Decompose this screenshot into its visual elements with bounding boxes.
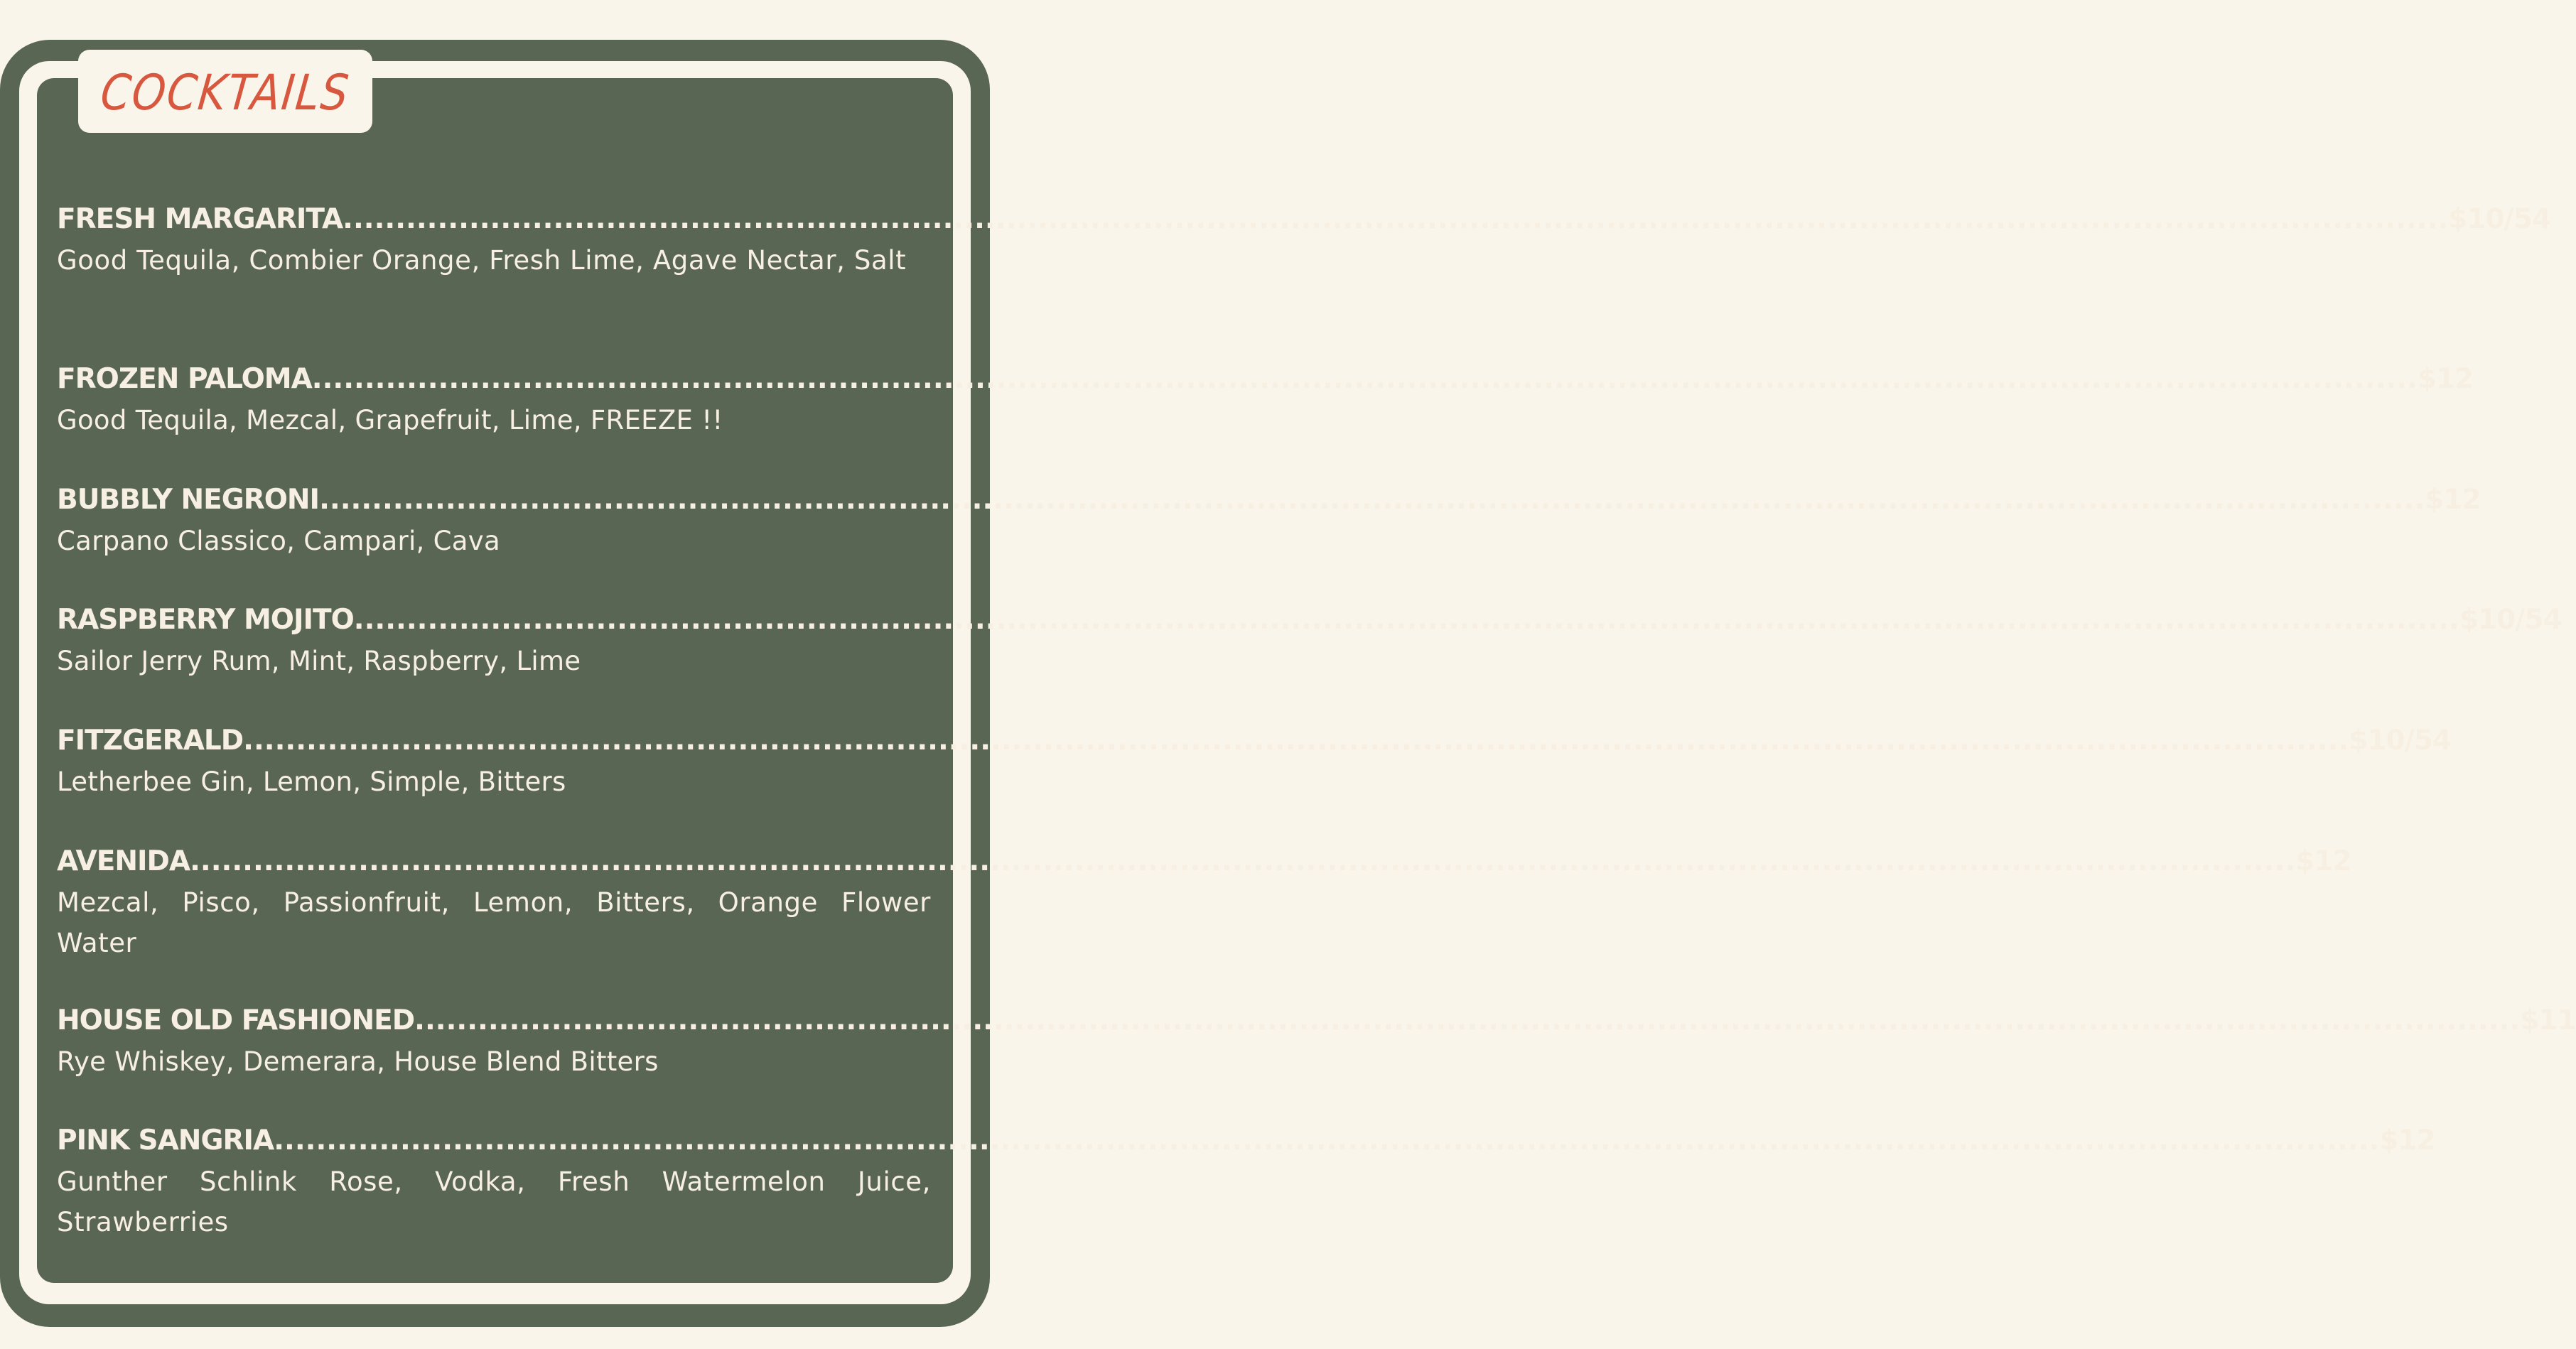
dot-leader: ........................................................................................................................................................................................................ — [274, 1125, 2380, 1156]
menu-item-bubbly-negroni — [57, 484, 2481, 561]
item-name: FRESH MARGARITA — [57, 203, 343, 235]
item-description: Good Tequila, Combier Orange, Fresh Lime, Agave Nectar, Salt — [57, 245, 907, 276]
item-name: FITZGERALD — [57, 725, 244, 757]
item-header — [57, 725, 2452, 762]
item-header — [57, 604, 2562, 641]
dot-leader: ........................................................................................................................................................................................................ — [319, 484, 2425, 516]
item-description: Sailor Jerry Rum, Mint, Raspberry, Lime — [57, 646, 581, 676]
item-description: Good Tequila, Mezcal, Grapefruit, Lime, FREEZE !! — [57, 405, 723, 435]
item-header — [57, 363, 2474, 400]
menu-item-fresh-margarita — [57, 203, 2551, 281]
item-name: HOUSE OLD FASHIONED — [57, 1004, 415, 1036]
item-price: $12 — [2425, 484, 2481, 516]
item-price: $12 — [2417, 363, 2474, 395]
dot-leader: ........................................................................................................................................................................................................ — [343, 203, 2449, 235]
menu-item-house-old-fashioned — [57, 1004, 2576, 1082]
item-name: BUBBLY NEGRONI — [57, 484, 320, 516]
item-header — [57, 203, 2551, 240]
item-header — [57, 484, 2481, 521]
menu-title: COCKTAILS — [97, 64, 353, 121]
dot-leader: ........................................................................................................................................................................................................ — [311, 363, 2418, 395]
dot-leader: ........................................................................................................................................................................................................ — [414, 1004, 2521, 1036]
item-description: Carpano Classico, Campari, Cava — [57, 526, 500, 556]
item-price: $12 — [2295, 845, 2351, 877]
item-name: PINK SANGRIA — [57, 1125, 274, 1156]
item-header — [57, 845, 2351, 882]
item-description: Gunther Schlink Rose, Vodka, Fresh Watermelon Juice, Strawberries — [57, 1166, 931, 1237]
dot-leader: ........................................................................................................................................................................................................ — [353, 604, 2459, 636]
item-price: $10/54 — [2448, 203, 2551, 235]
item-price: $10/54 — [2459, 604, 2562, 636]
title-tab — [78, 50, 372, 133]
item-price: $10/54 — [2349, 725, 2452, 757]
menu-item-avenida — [57, 845, 2351, 963]
item-name: FROZEN PALOMA — [57, 363, 312, 395]
item-name: AVENIDA — [57, 845, 190, 877]
menu-item-frozen-paloma — [57, 363, 2474, 440]
item-price: $11 — [2520, 1004, 2576, 1036]
item-price: $12 — [2379, 1125, 2435, 1156]
item-description: Rye Whiskey, Demerara, House Blend Bitters — [57, 1046, 659, 1077]
item-name: RASPBERRY MOJITO — [57, 604, 354, 636]
dot-leader: ........................................................................................................................................................................................................ — [190, 845, 2296, 877]
item-header — [57, 1125, 2435, 1161]
dot-leader: ........................................................................................................................................................................................................ — [243, 725, 2349, 757]
item-description: Letherbee Gin, Lemon, Simple, Bitters — [57, 766, 566, 797]
menu-item-pink-sangria — [57, 1125, 2435, 1242]
item-header — [57, 1004, 2576, 1041]
item-description: Mezcal, Pisco, Passionfruit, Lemon, Bitters, Orange Flower Water — [57, 887, 931, 958]
menu-item-fitzgerald — [57, 725, 2452, 802]
menu-item-raspberry-mojito — [57, 604, 2562, 681]
